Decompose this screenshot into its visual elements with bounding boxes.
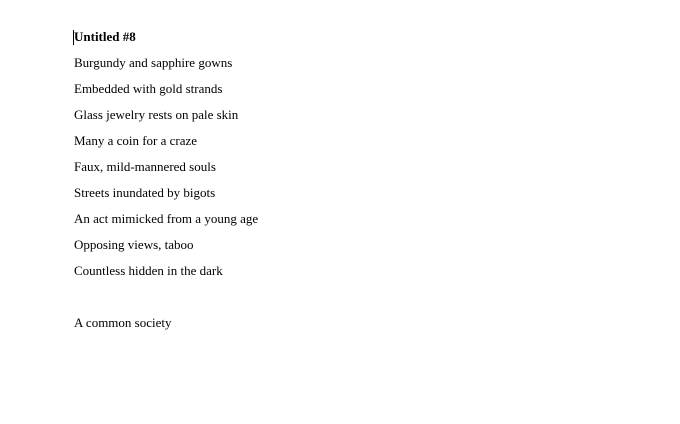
poem-line-7: An act mimicked from a young age [74, 211, 259, 226]
poem-line-9: Countless hidden in the dark [74, 263, 223, 278]
poem-line-1: Burgundy and sapphire gowns [74, 55, 233, 70]
poem-line-3: Glass jewelry rests on pale skin [74, 107, 239, 122]
poem-closing-line: A common society [74, 315, 172, 330]
poem-line-6: Streets inundated by bigots [74, 185, 216, 200]
poem-line-4: Many a coin for a craze [74, 133, 198, 148]
poem-line-2: Embedded with gold strands [74, 81, 223, 96]
blank-line [74, 284, 634, 310]
text-cursor [73, 30, 74, 45]
poem-line-5: Faux, mild-mannered souls [74, 159, 216, 174]
document-body[interactable] [74, 24, 634, 336]
poem-line-8: Opposing views, taboo [74, 237, 194, 252]
poem-title [74, 24, 634, 50]
poem-title-text: Untitled #8 [74, 29, 136, 44]
